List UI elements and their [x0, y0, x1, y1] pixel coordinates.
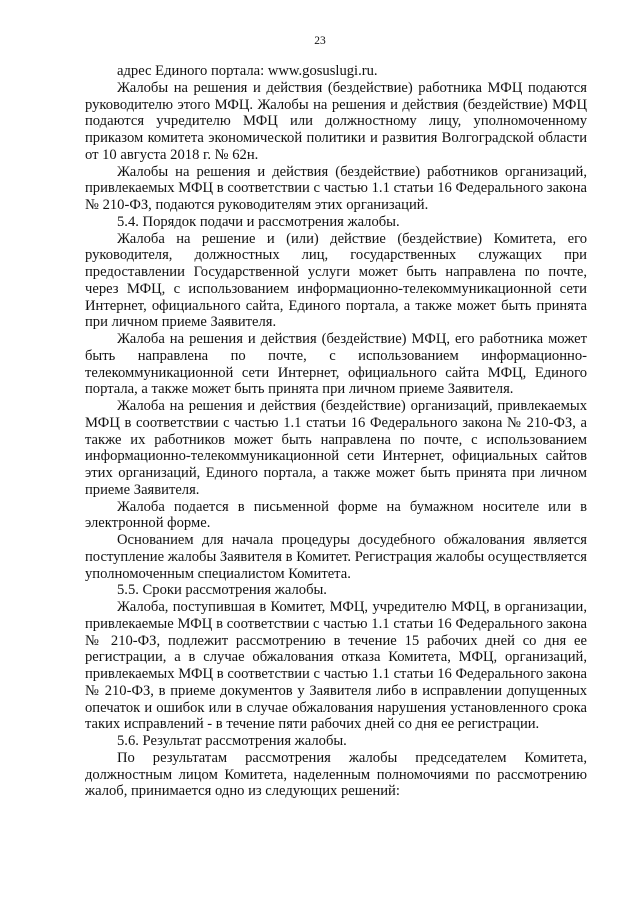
document-body	[85, 63, 587, 800]
section-heading-5-5: 5.5. Сроки рассмотрения жалобы.	[117, 582, 327, 599]
paragraph-written-form: Жалоба подается в письменной форме на бумажном носителе или в электронной форме.	[85, 498, 587, 532]
paragraph-portal-address: адрес Единого портала: www.gosuslugi.ru.	[117, 63, 378, 79]
paragraph-mfc-worker-complaint: Жалоба на решения и действия (бездействие) МФЦ, его работника может быть направлена по почте, с использованием информационно-телекоммуникационной сети Интернет, официального сайта МФЦ, Единого портала, а также может быть принята при личном приеме Заявителя.	[85, 331, 587, 398]
paragraph-mfc-complaints: Жалобы на решения и действия (бездействие) работника МФЦ подаются руководителю этого МФЦ. Жалобы на решения и действия (бездействие) МФЦ подаются учредителю МФЦ или должностному лицу, уполномоченному приказом комитета экономической политики и развития Волгоградской области от 10 августа 2018 г. № 62н.	[85, 79, 587, 163]
paragraph-committee-complaint: Жалоба на решение и (или) действие (бездействие) Комитета, его руководителя, должностных лиц, государственных служащих при предоставлении Государственной услуги может быть направлена по почте, через МФЦ, с использованием информационно-телекоммуникационной сети Интернет, официального сайта, Единого портала, а также может быть принята при личном приеме Заявителя.	[85, 230, 587, 331]
section-heading-5-6: 5.6. Результат рассмотрения жалобы.	[117, 733, 347, 749]
paragraph-organization-complaints: Жалобы на решения и действия (бездействие) работников организаций, привлекаемых МФЦ в соответствии с частью 1.1 статьи 16 Федерального закона № 210-ФЗ, подаются руководителям этих организаций.	[85, 163, 587, 213]
paragraph-organizations-complaint: Жалоба на решения и действия (бездействие) организаций, привлекаемых МФЦ в соответствии с частью 1.1 статьи 16 Федерального закона № 210-ФЗ, а также их работников может быть направлена по почте, с использованием информационно-телекоммуникационной сети Интернет, официальных сайтов этих организаций, Единого портала, а также может быть принята при личном приеме Заявителя.	[85, 398, 587, 498]
paragraph-review-result: По результатам рассмотрения жалобы председателем Комитета, должностным лицом Комитета, наделенным полномочиями по рассмотрению жалоб, принимается одно из следующих решений:	[85, 749, 587, 800]
paragraph-review-terms: Жалоба, поступившая в Комитет, МФЦ, учредителю МФЦ, в организации, привлекаемые МФЦ в соответствии с частью 1.1 статьи 16 Федерального закона № 210-ФЗ, подлежит рассмотрению в течение 15 рабочих дней со дня ее регистрации, а в случае обжалования отказа Комитета, МФЦ, организаций, привлекаемых МФЦ в соответствии с частью 1.1 статьи 16 Федерального закона № 210-ФЗ, в приеме документов у Заявителя либо в исправлении допущенных опечаток и ошибок или в случае обжалования нарушения установленного срока таких исправлений - в течение пяти рабочих дней со дня ее регистрации.	[85, 599, 587, 733]
page-number: 23	[314, 35, 326, 47]
paragraph-procedure-basis: Основанием для начала процедуры досудебного обжалования является поступление жалобы Заявителя в Комитет. Регистрация жалобы осуществляется уполномоченным специалистом Комитета.	[85, 532, 587, 582]
section-heading-5-4: 5.4. Порядок подачи и рассмотрения жалобы.	[117, 213, 400, 230]
